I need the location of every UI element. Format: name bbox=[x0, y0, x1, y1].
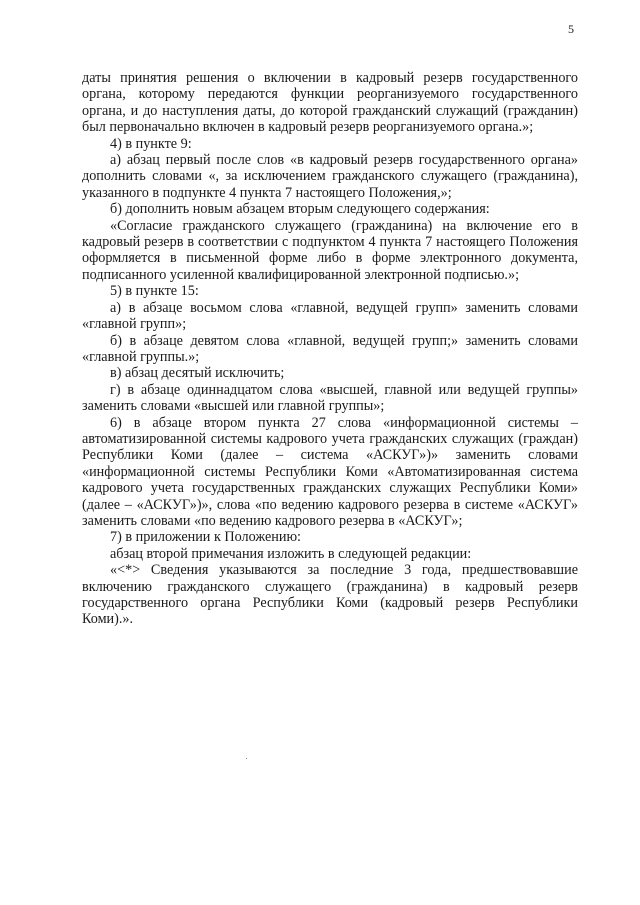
paragraph: 7) в приложении к Положению: bbox=[110, 529, 301, 546]
paragraph: 5) в пункте 15: bbox=[110, 283, 199, 300]
paragraph: абзац второй примечания изложить в следующей редакции: bbox=[110, 545, 472, 562]
paragraph: даты принятия решения о включении в кадровый резерв государственного органа, которому передаются функции реорганизуемого государственного органа, и до наступления даты, до которой гражданский служащий (гражданин) был первоначально включен в кадровый резерв реорганизуемого органа.»; bbox=[82, 70, 578, 136]
paragraph: «Согласие гражданского служащего (гражданина) на включение его в кадровый резерв в соответствии с подпунктом 4 пункта 7 настоящего Положения оформляется в письменной форме либо в форме электронного документа, подписанного усиленной квалифицированной электронной подписью.»; bbox=[82, 217, 578, 283]
paragraph: а) абзац первый после слов «в кадровый резерв государственного органа» дополнить словами «, за исключением гражданского служащего (гражданина), указанного в подпункте 4 пункта 7 настоящего Положения,»; bbox=[82, 152, 578, 201]
paragraph: 6) в абзаце втором пункта 27 слова «информационной системы – автоматизированной системы кадрового учета гражданских служащих (граждан) Республики Коми (далее – система «АСКУГ»)» заменить словами «информационной системы Республики Коми «Автоматизированная система кадрового учета государственных гражданских служащих Республики Коми» (далее – «АСКУГ»)», слова «по ведению кадрового резерва в системе «АСКУГ» заменить словами «по ведению кадрового резерва в «АСКУГ»; bbox=[82, 414, 578, 529]
paragraph: в) абзац десятый исключить; bbox=[110, 365, 285, 382]
paragraph: б) дополнить новым абзацем вторым следующего содержания: bbox=[110, 201, 490, 218]
paragraph: а) в абзаце восьмом слова «главной, ведущей групп» заменить словами «главной групп»; bbox=[82, 299, 578, 333]
paragraph: г) в абзаце одиннадцатом слова «высшей, главной или ведущей группы» заменить словами «высшей или главной группы»; bbox=[82, 381, 578, 415]
paragraph: «<*> Сведения указываются за последние 3 года, предшествовавшие включению гражданского служащего (гражданина) в кадровый резерв государственного органа Республики Коми (кадровый резерв Республики Коми).». bbox=[82, 562, 578, 628]
scan-speck bbox=[246, 758, 247, 759]
document-body bbox=[82, 70, 578, 628]
paragraph: 4) в пункте 9: bbox=[110, 135, 192, 152]
paragraph: б) в абзаце девятом слова «главной, ведущей групп;» заменить словами «главной группы.»; bbox=[82, 332, 578, 365]
page-number: 5 bbox=[568, 22, 574, 36]
